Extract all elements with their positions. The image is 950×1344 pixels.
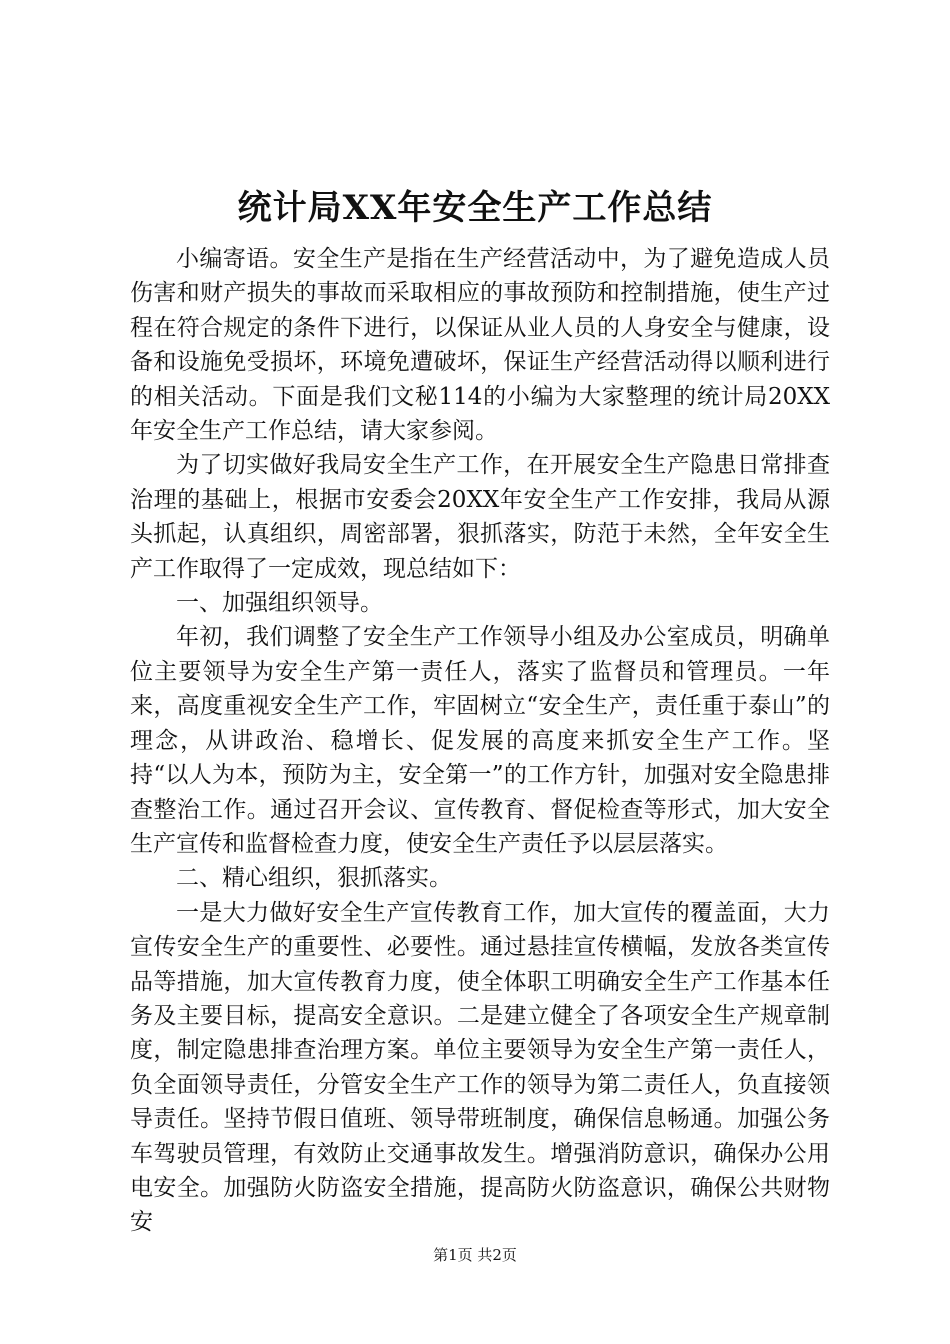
paragraph-overview: 为了切实做好我局安全生产工作，在开展安全生产隐患日常排查治理的基础上，根据市安委会20XX年安全生产工作安排，我局从源头抓起，认真组织，周密部署，狠抓落实，防范于未然，全年安全生产工作取得了一定成效，现总结如下： (130, 452, 830, 582)
section-heading-2: 二、精心组织，狠抓落实。 (176, 865, 452, 892)
document-title: 统计局XX年安全生产工作总结 (237, 188, 713, 228)
paragraph-intro: 小编寄语。安全生产是指在生产经营活动中，为了避免造成人员伤害和财产损失的事故而采取相应的事故预防和控制措施，使生产过程在符合规定的条件下进行，以保证从业人员的人身安全与健康，设备和设施免受损坏，环境免遭破坏，保证生产经营活动得以顺利进行的相关活动。下面是我们文秘114的小编为大家整理的统计局20XX年安全生产工作总结，请大家参阅。 (130, 246, 830, 445)
paragraph-section-1: 年初，我们调整了安全生产工作领导小组及办公室成员，明确单位主要领导为安全生产第一责任人，落实了监督员和管理员。一年来，高度重视安全生产工作，牢固树立“安全生产，责任重于泰山”的理念，从讲政治、稳增长、促发展的高度来抓安全生产工作。坚持“以人为本，预防为主，安全第一”的工作方针，加强对安全隐患排查整治工作。通过召开会议、宣传教育、督促检查等形式，加大安全生产宣传和监督检查力度，使安全生产责任予以层层落实。 (130, 624, 830, 857)
section-heading-1: 一、加强组织领导。 (176, 590, 383, 617)
document-body (130, 242, 830, 1240)
paragraph-section-2: 一是大力做好安全生产宣传教育工作，加大宣传的覆盖面，大力宣传安全生产的重要性、必要性。通过悬挂宣传横幅，发放各类宣传品等措施，加大宣传教育力度，使全体职工明确安全生产工作基本任务及主要目标，提高安全意识。二是建立健全了各项安全生产规章制度，制定隐患排查治理方案。单位主要领导为安全生产第一责任人，负全面领导责任，分管安全生产工作的领导为第二责任人，负直接领导责任。坚持节假日值班、领导带班制度，确保信息畅通。加强公务车驾驶员管理，有效防止交通事故发生。增强消防意识，确保办公用电安全。加强防火防盗安全措施，提高防火防盗意识，确保公共财物安 (130, 899, 830, 1236)
page-footer: 第1页 共2页 (433, 1246, 517, 1264)
